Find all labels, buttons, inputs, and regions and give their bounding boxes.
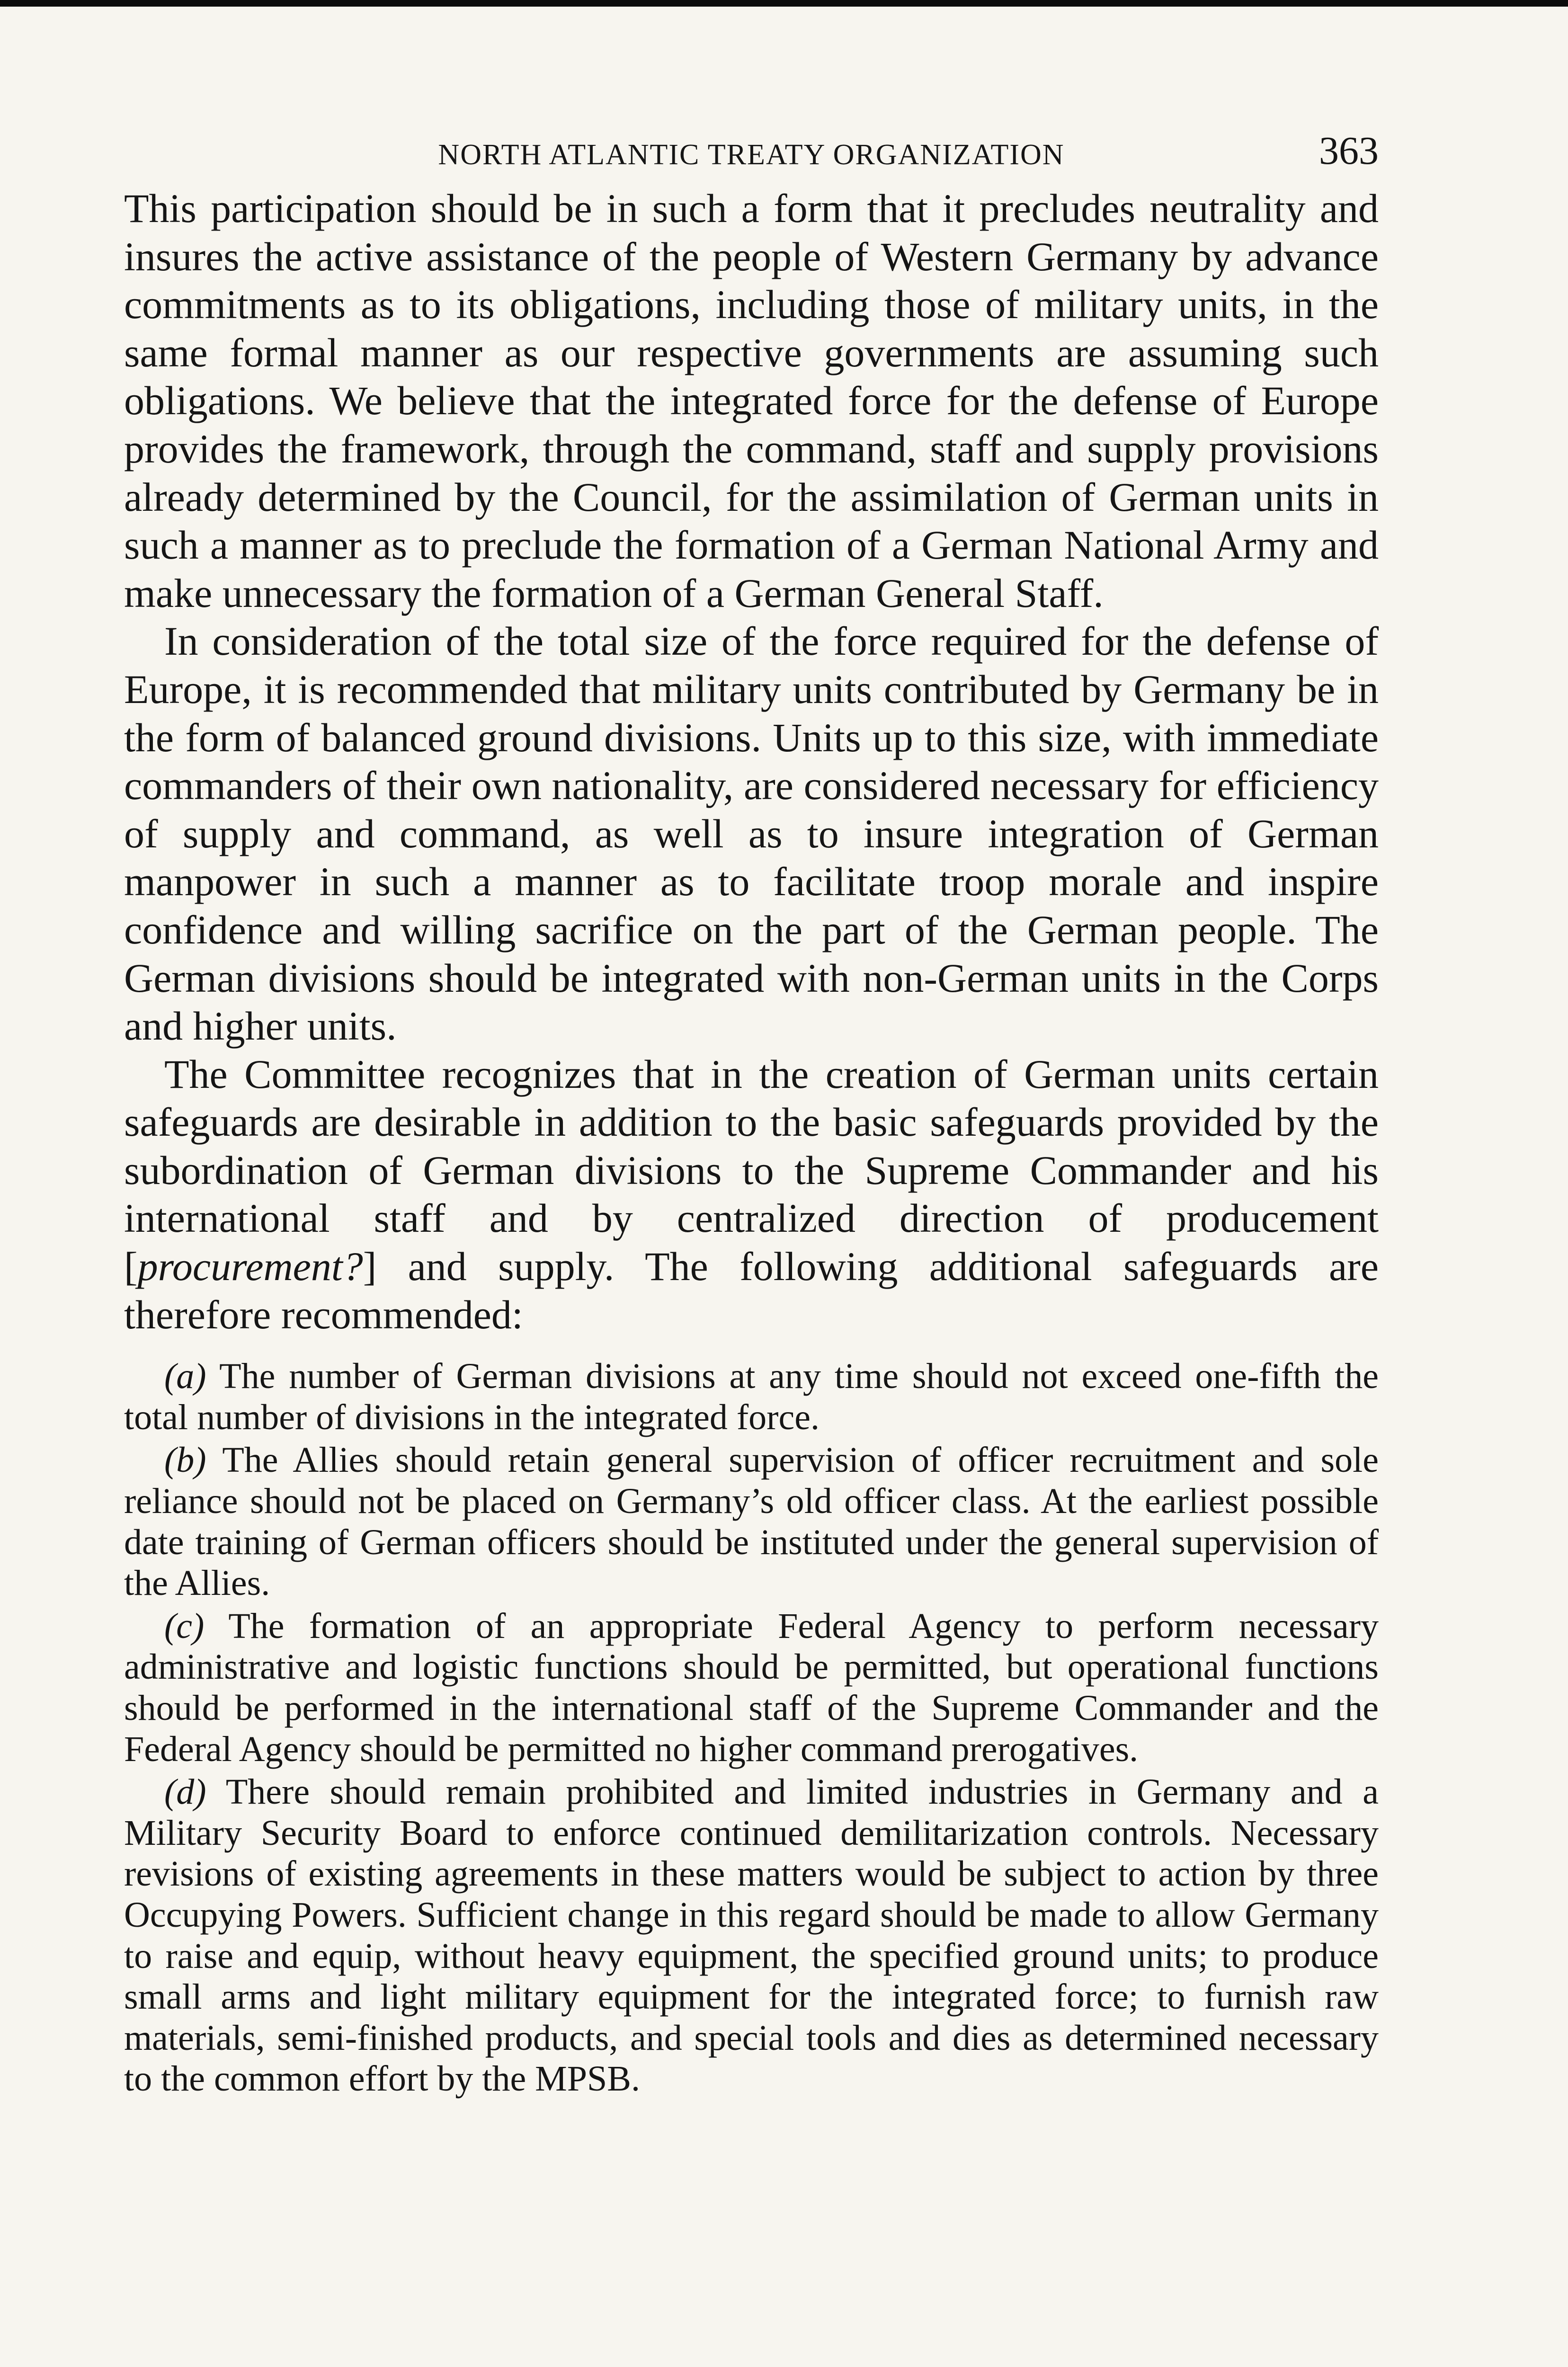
document-page xyxy=(124,128,1379,2100)
item-text: The Allies should retain general supervision of officer recruitment and sole reliance should not be placed on Germany’s old officer class. At the earliest possible date training of German officers should be instituted under the general supervision of the Allies. xyxy=(124,1440,1379,1603)
running-title: NORTH ATLANTIC TREATY ORGANIZATION xyxy=(438,139,1065,171)
top-border-rule xyxy=(0,0,1568,7)
item-text: The formation of an appropriate Federal Agency to perform necessary administrative and logistic functions should be permitted, but operational functions should be performed in the international staff of the Supreme Commander and the Federal Agency should be permitted no higher command prerogatives. xyxy=(124,1606,1379,1769)
item-text: There should remain prohibited and limited industries in Germany and a Military Security Board to enforce continued demilitarization controls. Necessary revisions of existing agreements in these matters would be subject to action by three Occupying Powers. Sufficient change in this regard should be made to allow Germany to raise and equip, without heavy equipment, the specified ground units; to produce small arms and light military equipment for the integrated force; to furnish raw materials, semi-finished products, and special tools and dies as determined necessary to the common effort by the MPSB. xyxy=(124,1772,1379,2099)
paragraph-1: This participation should be in such a form that it precludes neutrality and insures the active assistance of the people of Western Germany by advance commitments as to its obligations, including those of military units, in the same formal manner as our respective governments are assuming such obligations. We believe that the integrated force for the defense of Europe provides the framework, through the command, staff and supply provisions already determined by the Council, for the assimilation of German units in such a manner as to preclude the formation of a German National Army and make unnecessary the formation of a German General Staff. xyxy=(124,186,1379,616)
paragraph-3-text-b: ] and supply. The following additional safeguards are therefore recommended: xyxy=(124,1244,1379,1337)
paragraph-2: In consideration of the total size of the force required for the defense of Europe, it is recommended that military units contributed by Germany be in the form of balanced ground divisions. Units up to this size, with immediate commanders of their own nationality, are considered necessary for efficiency of supply and command, as well as to insure integration of German manpower in such a manner as to facilitate troop morale and inspire confidence and willing sacrifice on the part of the German people. The German divisions should be integrated with non-German units in the Corps and higher units. xyxy=(124,618,1379,1049)
item-marker: (a) xyxy=(164,1356,206,1397)
paragraph-3 xyxy=(124,1050,1379,1339)
body-text xyxy=(124,185,1379,1339)
safeguard-item xyxy=(124,1771,1379,2100)
safeguard-item xyxy=(124,1356,1379,1438)
item-marker: (c) xyxy=(164,1606,205,1646)
page-number: 363 xyxy=(1319,129,1379,173)
safeguard-item xyxy=(124,1440,1379,1603)
paragraph-3-text-a: The Committee recognizes that in the creation of German units certain safeguards are desirable in addition to the basic safeguards provided by the subordination of German divisions to the Supreme Commander and his international staff and by centralized direction of producement [ xyxy=(124,1051,1379,1290)
item-marker: (b) xyxy=(164,1440,206,1480)
item-marker: (d) xyxy=(164,1772,206,1812)
running-header xyxy=(124,128,1379,185)
editorial-insertion: procurement? xyxy=(137,1244,363,1290)
safeguard-item xyxy=(124,1606,1379,1770)
safeguards-list xyxy=(124,1356,1379,2100)
item-text: The number of German divisions at any time should not exceed one-fifth the total number of divisions in the integrated force. xyxy=(124,1356,1379,1437)
